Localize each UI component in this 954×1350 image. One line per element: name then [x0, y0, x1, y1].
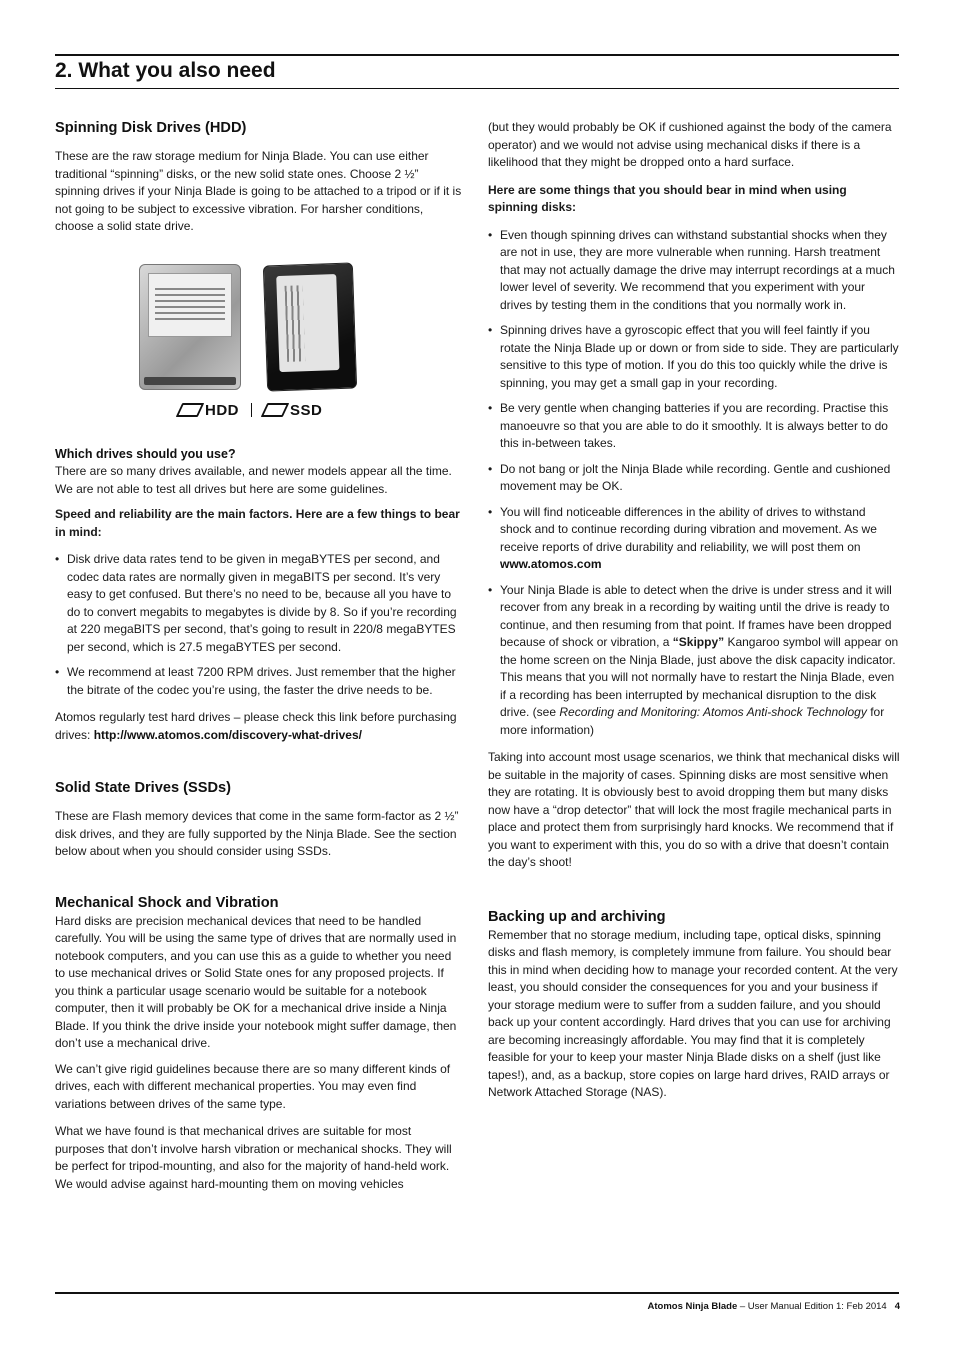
ssd-disk-icon	[261, 403, 290, 417]
atomos-drives-link[interactable]: http://www.atomos.com/discovery-what-drives/	[93, 727, 362, 742]
list-item: • Spinning drives have a gyroscopic effect that you will feel faintly if you rotate the Ninja Blade up or down or from side to side. They are particularly sensitive to this type of motion. If you do this too quickly while the drive is spinning, you may get a small gap in your recording.	[488, 322, 900, 392]
hdd-disk-icon	[176, 403, 205, 417]
skippy-text-a: Your Ninja Blade is able to detect when the drive is under stress and it will recover from any break in a recording by waiting until the drive is ready to continue, and then resuming from that point. If frames have been dropped because of shock or vibration, a	[500, 582, 892, 649]
ssd-text: These are Flash memory devices that come in the same form-factor as 2 ½” disk drives, and they are fully supported by the Ninja Blade. See the section below about when you should consider using SSDs.	[55, 809, 459, 858]
list-item: • Even though spinning drives can withstand substantial shocks when they are not in use, they are more vulnerable when running. Harsh treatment that may not actually damage the drive may interrupt recordings at a much lower level of severity. We recommend that you experiment with your drives by testing them in the conditions that you normally work in.	[488, 227, 900, 315]
page-footer	[648, 1301, 901, 1312]
hdd-label: HDD	[205, 401, 239, 419]
caption-separator	[251, 403, 252, 417]
ssd-label: SSD	[290, 401, 323, 419]
list-item: • Do not bang or jolt the Ninja Blade while recording. Gentle and cushioned movement may be OK.	[488, 461, 900, 496]
hdd-intro: These are the raw storage medium for Ninja Blade. You can use either traditional “spinning” disks, or the new solid state ones. Choose 2 ½” spinning drives if your Ninja Blade is going to be attached to a tripod or if it is not going to be subject to excessive vibration. For harsher conditions, choose a solid state drive.	[55, 149, 462, 233]
durability-text: You will find noticeable differences in the ability of drives to withstand shock and to continue recording during vibration and movement. As we receive reports of drive durability and reliability, we will post them on	[500, 504, 877, 554]
drive-tips-list	[55, 551, 463, 699]
top-rule	[55, 54, 899, 56]
right-column	[488, 119, 900, 1102]
drives-figure	[55, 256, 463, 426]
skippy-text-b: Kangaroo symbol will appear on the home screen on the Ninja Blade, just above the disk capacity indicator. This means that you will not normally have to restart the Ninja Blade, even if a recording has been interrupted by mechanical disruption to the disk drive. (see	[500, 635, 899, 719]
spinning-tips-list	[488, 227, 900, 740]
speed-reliability-lead: Speed and reliability are the main factors. Here are a few things to bear in mind:	[55, 507, 460, 539]
which-drives-text: There are so many drives available, and newer models appear all the time. We are not able to test all drives but here are some guidelines.	[55, 464, 452, 496]
atomos-website-link[interactable]: www.atomos.com	[500, 557, 602, 571]
hdd-drive-image	[139, 264, 241, 390]
backup-heading: Backing up and archiving	[488, 908, 666, 925]
footer-edition: – User Manual Edition 1: Feb 2014	[737, 1301, 887, 1312]
title-underline	[55, 88, 899, 89]
figure-caption	[179, 402, 322, 419]
page-number: 4	[894, 1301, 900, 1312]
atomos-test-paragraph	[55, 709, 463, 744]
skippy-text-c: for more information)	[500, 705, 885, 737]
footer-brand: Atomos Ninja Blade	[647, 1301, 738, 1312]
bottom-rule	[55, 1292, 899, 1294]
skippy-keyword: “Skippy”	[672, 635, 725, 649]
list-item	[488, 504, 900, 574]
continued-text: (but they would probably be OK if cushioned against the body of the camera operator) and we would not advise using mechanical disks if there is a likelihood that they might be dropped onto a hard surface.	[488, 120, 892, 169]
spinning-disks-lead: Here are some things that you should bear in mind when using spinning disks:	[488, 182, 847, 214]
which-drives-heading: Which drives should you use?	[55, 446, 236, 461]
left-column	[55, 118, 463, 1193]
ssd-drive-image	[263, 262, 357, 391]
page-title: 2. What you also need	[55, 59, 276, 82]
list-item: • Disk drive data rates tend to be given in megaBYTES per second, and codec data rates are normally given in megaBITS per second. It’s very easy to get confused. But there’s no need to be, because all you have to do to convert megabits to megabytes is divide by 8. So if you’re recording at 220 megaBITS per second, that’s going to result in 220/8 megaBYTES per second, which is 27.5 megaBYTES per second.	[55, 551, 463, 656]
hdd-heading: Spinning Disk Drives (HDD)	[55, 120, 247, 136]
list-item	[488, 582, 900, 740]
anti-shock-reference: Recording and Monitoring: Atomos Anti-shock Technology	[559, 705, 867, 719]
usage-scenarios-text: Taking into account most usage scenarios, we think that mechanical disks will be suitable in the majority of cases. Spinning disks are most sensitive when they are rotating. It is obviously best to avoid dropping them but many disks now have a “drop detector” that will lock the most fragile mechanical parts in place and protect them from surprisingly hard knocks. We recommend that if you want to experiment with this, you do so with a drive that doesn’t contain the day’s shoot!	[488, 750, 900, 869]
ssd-heading: Solid State Drives (SSDs)	[55, 780, 231, 796]
list-item: • Be very gentle when changing batteries if you are recording. Practise this manoeuvre so that you are able to do it smoothly. It is always better to do this in-between takes.	[488, 400, 900, 453]
shock-paragraph-2: We can’t give rigid guidelines because there are so many different kinds of drives, each with different mechanical properties. You may even find variations between drives of the same type.	[55, 1061, 451, 1111]
atomos-test-text: Atomos regularly test hard drives – please check this link before purchasing drives:	[55, 710, 457, 742]
shock-heading: Mechanical Shock and Vibration	[55, 894, 279, 911]
backup-text: Remember that no storage medium, including tape, optical disks, spinning disks and flash memory, is completely immune from failure. You should bear this in mind when deciding how to manage your recorded content. At the very least, you should consider the consequences for you and your business if your storage medium were to suffer from a sudden failure, and you should back up your content accordingly. Hard drives that you can use for archiving are becoming increasingly affordable. You may find that it is completely feasible for your to keep your master Ninja Blade disks on a shelf (just like tapes!), and, as a backup, store copies on large hard drives, RAID arrays or Network Attached Storage (NAS).	[488, 927, 898, 1099]
list-item: • We recommend at least 7200 RPM drives. Just remember that the higher the bitrate of the codec you’re using, the faster the drive needs to be.	[55, 664, 463, 699]
shock-paragraph-1: Hard disks are precision mechanical devices that need to be handled carefully. You will be using the same type of drives that are normally used in notebook computers, and you can use this as a guide to whether you need to use mechanical drives or Solid State ones for any proposed projects. If you think a particular usage scenario would be suitable for a notebook computer, then it will probably be OK for a mechanical drive inside a Ninja Blade. If you think the drive inside your notebook might suffer damage, then don’t use a mechanical drive.	[55, 913, 457, 1050]
shock-paragraph-3: What we have found is that mechanical drives are suitable for most purposes that don’t involve harsh vibration or mechanical shocks. They will be perfect for tripod-mounting, and also for the majority of hand-held work. We would advise against hard-mounting them on moving vehicles	[55, 1124, 452, 1191]
